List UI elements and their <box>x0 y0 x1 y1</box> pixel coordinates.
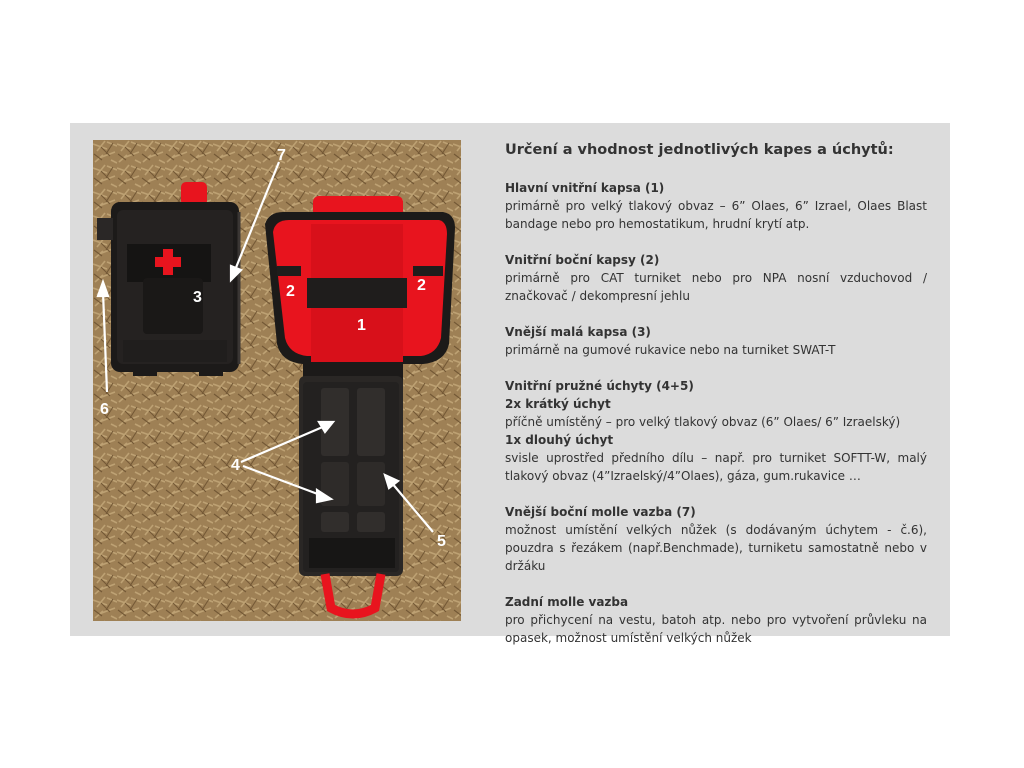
page-title: Určení a vhodnost jednotlivých kapes a úchytů: <box>505 142 894 158</box>
section-outer-pocket <box>505 323 927 359</box>
section-title: Vnější boční molle vazba (7) <box>505 505 696 519</box>
subsection-title: 1x dlouhý úchyt <box>505 433 614 447</box>
small-pouch <box>97 182 239 376</box>
section-text: pro přichycení na vestu, batoh atp. nebo pro vytvoření průvleku na opasek, možnost umístění velkých nůžek <box>505 613 927 645</box>
description-text <box>505 140 927 665</box>
subsection-title: 2x krátký úchyt <box>505 397 611 411</box>
content-panel <box>70 123 950 645</box>
section-title: Hlavní vnitřní kapsa (1) <box>505 181 665 195</box>
product-photo <box>93 140 461 621</box>
label-4: 4 <box>231 457 240 474</box>
section-title: Zadní molle vazba <box>505 595 629 609</box>
section-text: svisle uprostřed předního dílu – např. pro turniket SOFTT-W, malý tlakový obvaz (4”Izraelský/4”Olaes), gáza, gum.rukavice … <box>505 451 927 483</box>
section-text: primárně pro CAT turniket nebo pro NPA nosní vzduchovod / značkovač / dekompresní jehlu <box>505 271 927 303</box>
label-1: 1 <box>357 317 366 334</box>
section-title: Vnitřní boční kapsy (2) <box>505 253 660 267</box>
section-title: Vnější malá kapsa (3) <box>505 325 651 339</box>
label-5: 5 <box>437 533 446 550</box>
section-rear-molle <box>505 593 927 647</box>
section-elastic-straps <box>505 377 927 485</box>
label-2-right: 2 <box>417 277 426 294</box>
section-text: primárně na gumové rukavice nebo na turniket SWAT-T <box>505 343 836 357</box>
label-6: 6 <box>100 401 109 418</box>
section-side-molle <box>505 503 927 575</box>
section-text: možnost umístění velkých nůžek (s dodávaným úchytem - č.6), pouzdra s řezákem (např.Benchmade), turniketu samostatně nebo v držáku <box>505 523 927 573</box>
label-7: 7 <box>277 147 286 164</box>
label-2-left: 2 <box>286 283 295 300</box>
section-title: Vnitřní pružné úchyty (4+5) <box>505 379 694 393</box>
section-text: primárně pro velký tlakový obvaz – 6” Olaes, 6” Izrael, Olaes Blast bandage nebo pro hemostatikum, hrudní krytí atp. <box>505 199 927 231</box>
section-text: příčně umístěný – pro velký tlakový obvaz (6” Olaes/ 6” Izraelský) <box>505 415 901 429</box>
label-3: 3 <box>193 289 202 306</box>
section-main-pocket <box>505 179 927 233</box>
section-side-pockets <box>505 251 927 305</box>
